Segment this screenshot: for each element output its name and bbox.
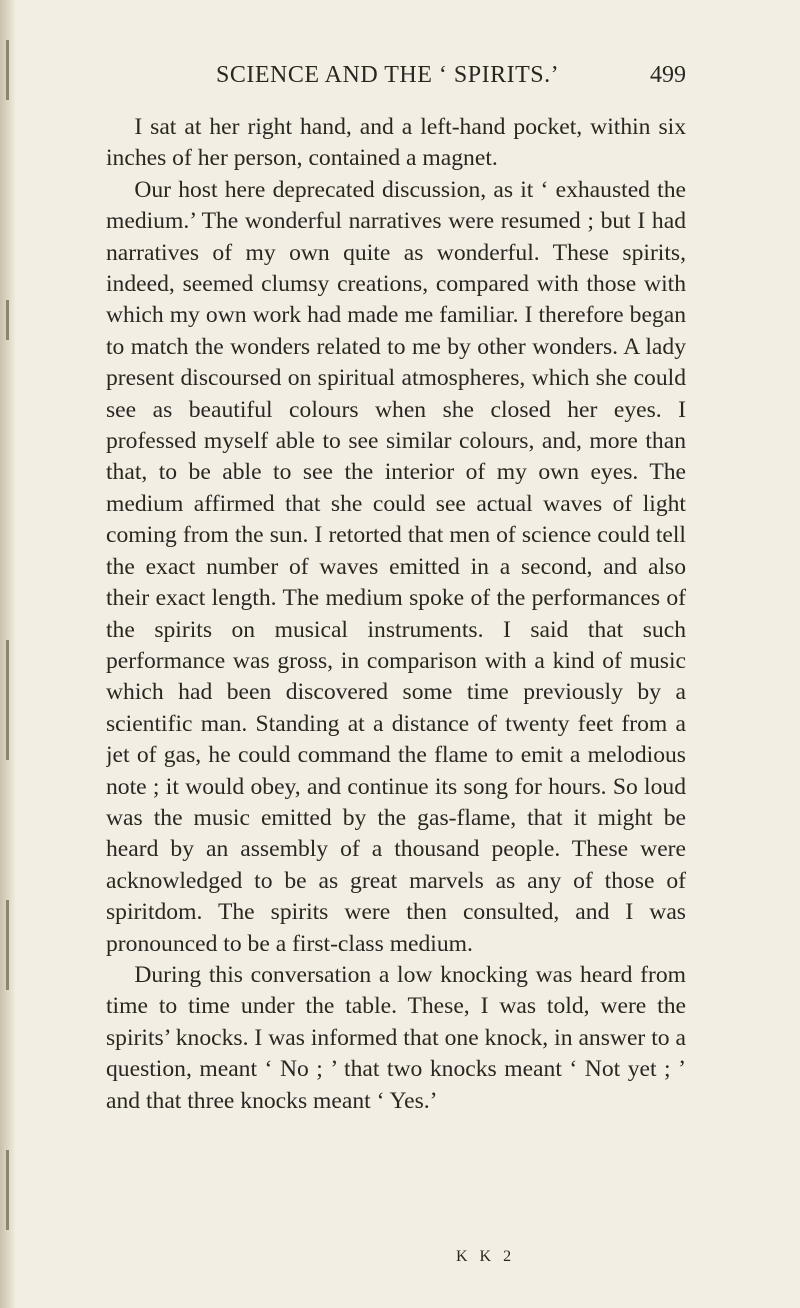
body-text xyxy=(106,112,686,1262)
binding-mark xyxy=(6,300,9,340)
running-head: SCIENCE AND THE ‘ SPIRITS.’ xyxy=(216,62,560,88)
signature-mark: K K 2 xyxy=(456,1248,516,1265)
page-number: 499 xyxy=(650,62,686,88)
paragraph: I sat at her right hand, and a left-hand pocket, within six inches of her person, contained a magnet. xyxy=(106,114,686,172)
binding-mark xyxy=(6,40,9,100)
binding-mark xyxy=(6,1150,9,1230)
paragraph: During this conversation a low knocking was heard from time to time under the table. These, I was told, were the spirits’ knocks. I was informed that one knock, in answer to a question, meant ‘ No ; ’ that two knocks meant ‘ Not yet ; ’ and that three knocks meant ‘ Yes.’ xyxy=(106,961,686,1114)
page-spine-edge xyxy=(0,0,16,1308)
page-header xyxy=(106,62,686,102)
binding-mark xyxy=(6,900,9,990)
binding-mark xyxy=(6,640,9,760)
paragraph: Our host here deprecated discussion, as it ‘ exhausted the medium.’ The wonderful narratives were resumed ; but I had narratives of my own quite as wonderful. These spirits, indeed, seemed clumsy creations, compared with those with which my own work had made me familiar. I therefore began to match the wonders related to me by other wonders. A lady present discoursed on spiritual atmospheres, which she could see as beautiful colours when she closed her eyes. I professed myself able to see similar colours, and, more than that, to be able to see the interior of my own eyes. The medium affirmed that she could see actual waves of light coming from the sun. I retorted that men of science could tell the exact number of waves emitted in a second, and also their exact length. The medium spoke of the performances of the spirits on musical instruments. I said that such performance was gross, in comparison with a kind of music which had been discovered some time previously by a scientific man. Standing at a distance of twenty feet from a jet of gas, he could command the flame to emit a melodious note ; it would obey, and continue its song for hours. So loud was the music emitted by the gas-flame, that it might be heard by an assembly of a thousand people. These were acknowledged to be as great marvels as any of those of spiritdom. The spirits were then consulted, and I was pronounced to be a first-class medium. xyxy=(106,176,686,957)
